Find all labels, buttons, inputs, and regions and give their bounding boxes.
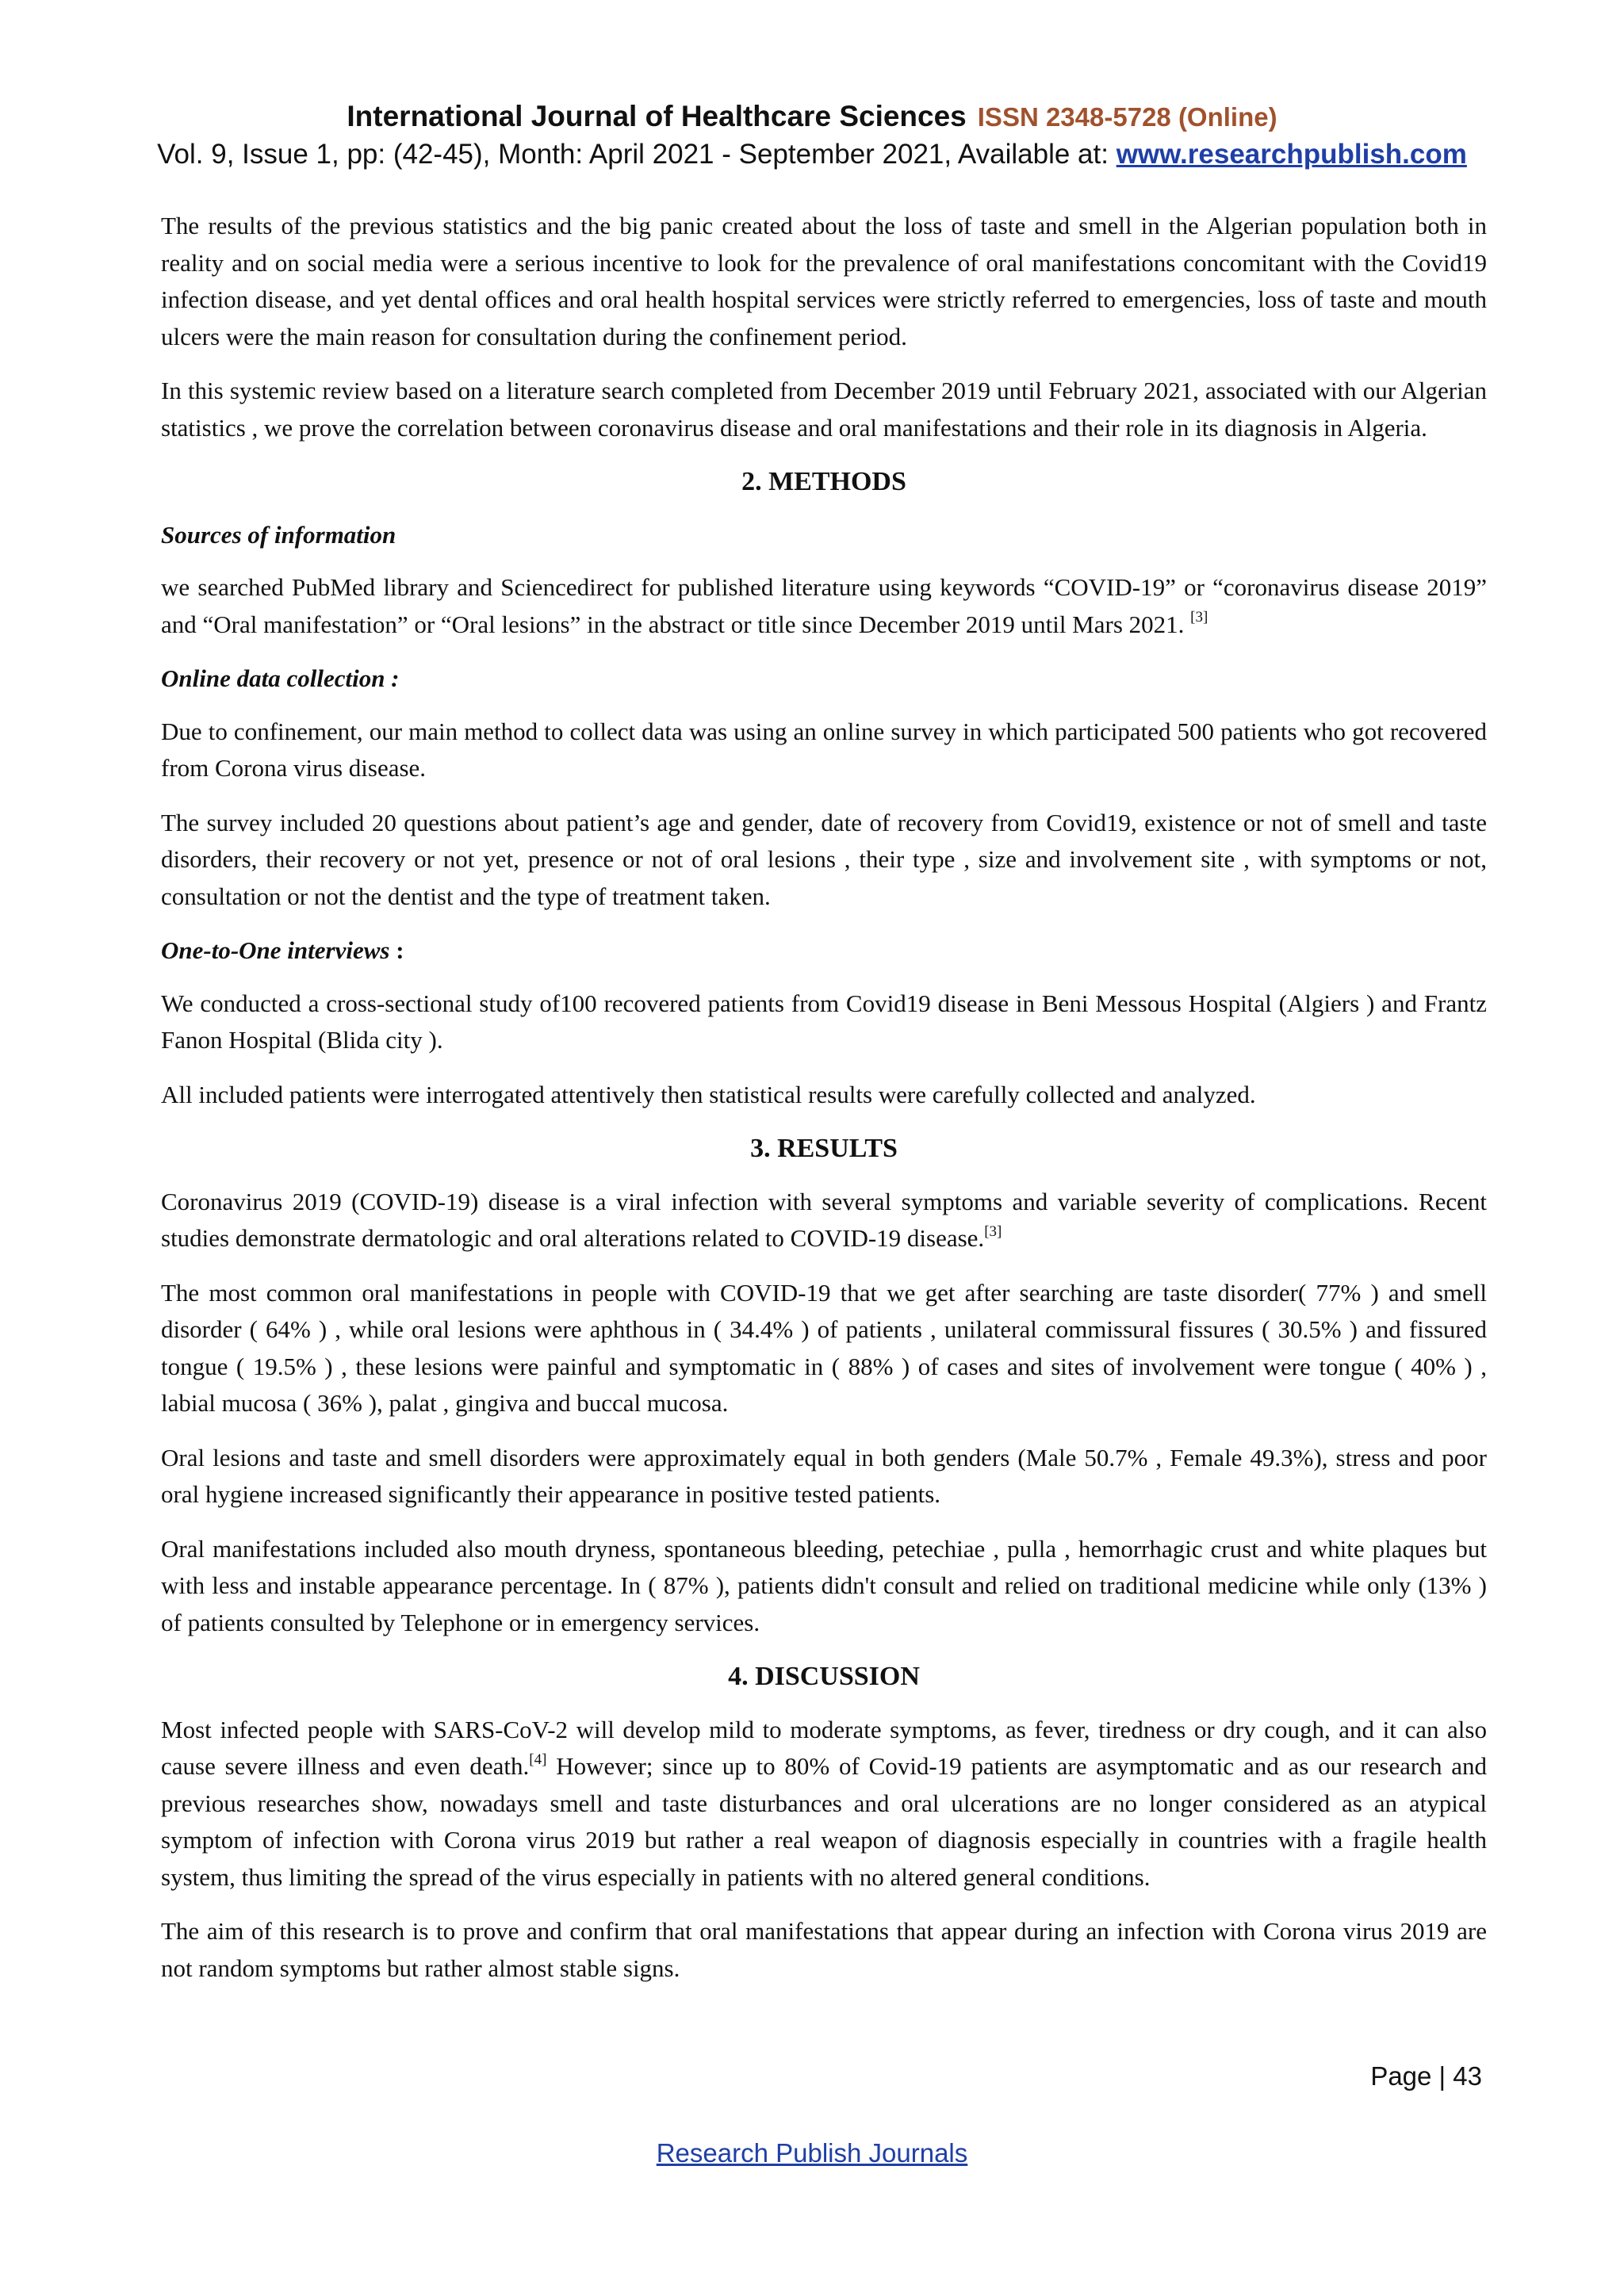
discussion-p1b: However; since up to 80% of Covid-19 patients are asymptomatic and as our research and previous researches show, nowadays smell and taste disturbances and oral ulcerations are no longer considered as an atypical symptom of infection with Corona virus 2019 but rather a real weapon of diagnosis especially in countries with a fragile health system, thus limiting the spread of the virus especially in patients with no altered general conditions. <box>161 1752 1487 1891</box>
interviews-heading-text: One-to-One interviews <box>161 936 390 964</box>
discussion-paragraph-2: The aim of this research is to prove and confirm that oral manifestations that appear during an infection with Corona virus 2019 are not random symptoms but rather almost stable signs. <box>161 1917 1487 1982</box>
online-data-subheading: Online data collection : <box>161 664 400 692</box>
results-paragraph-1 <box>161 1184 1487 1257</box>
intro-paragraph-2: In this systemic review based on a literature search completed from December 2019 until February 2021, associated with our Algerian statistics , we prove the correlation between coronavirus disease and oral manifestations and their role in its diagnosis in Algeria. <box>161 377 1487 442</box>
intro-paragraph-1: The results of the previous statistics and the big panic created about the loss of taste and smell in the Algerian population both in reality and on social media were a serious incentive to look for the prevalence of oral manifestations concomitant with the Covid19 infection disease, and yet dental offices and oral health hospital services were strictly referred to emergencies, loss of taste and mouth ulcers were the main reason for consultation during the confinement period. <box>161 212 1487 350</box>
online-paragraph-2: The survey included 20 questions about patient’s age and gender, date of recovery from Covid19, existence or not of smell and taste disorders, their recovery or not yet, presence or not of oral lesions , their type , size and involvement site , with symptoms or not, consultation or not the dentist and the type of treatment taken. <box>161 808 1487 910</box>
results-paragraph-3: Oral lesions and taste and smell disorders were approximately equal in both genders (Male 50.7% , Female 49.3%), stress and poor oral hygiene increased significantly their appearance in positive tested patients. <box>161 1443 1487 1508</box>
discussion-heading: 4. DISCUSSION <box>728 1662 920 1691</box>
issue-info <box>0 139 1624 170</box>
sources-subheading: Sources of information <box>161 520 396 549</box>
online-paragraph-1: Due to confinement, our main method to collect data was using an online survey in which participated 500 patients who got recovered from Corona virus disease. <box>161 717 1487 782</box>
citation-ref: [4] <box>529 1751 547 1768</box>
journal-website-link[interactable]: www.researchpublish.com <box>1116 139 1467 170</box>
journal-header <box>0 100 1624 133</box>
results-paragraph-2: The most common oral manifestations in people with COVID-19 that we get after searching are taste disorder( 77% ) and smell disorder ( 64% ) , while oral lesions were aphthous in ( 34.4% ) of patients , unilateral commissural fissures ( 30.5% ) and fissured tongue ( 19.5% ) , these lesions were painful and symptomatic in ( 88% ) of cases and sites of involvement were tongue ( 40% ) , labial mucosa ( 36% ), palat , gingiva and buccal mucosa. <box>161 1278 1487 1417</box>
results-heading: 3. RESULTS <box>750 1134 898 1163</box>
discussion-p1a: Most infected people with SARS-CoV-2 will develop mild to moderate symptoms, as fever, tiredness or dry cough, and it can also cause severe illness and even death. <box>161 1715 1487 1780</box>
page-number: Page | 43 <box>1370 2061 1482 2091</box>
citation-ref: [3] <box>1190 609 1208 626</box>
footer <box>0 2138 1624 2168</box>
interviews-paragraph-2: All included patients were interrogated attentively then statistical results were carefully collected and analyzed. <box>161 1080 1256 1108</box>
issue-info-text: Vol. 9, Issue 1, pp: (42-45), Month: April 2021 - September 2021, Available at: <box>157 139 1116 170</box>
sources-paragraph <box>161 569 1487 643</box>
publisher-link[interactable]: Research Publish Journals <box>656 2138 968 2168</box>
citation-ref: [3] <box>984 1223 1002 1240</box>
interviews-subheading <box>161 932 1487 970</box>
discussion-paragraph-1 <box>161 1712 1487 1896</box>
interviews-paragraph-1: We conducted a cross-sectional study of100 recovered patients from Covid19 disease in Beni Messous Hospital (Algiers ) and Frantz Fanon Hospital (Blida city ). <box>161 989 1487 1054</box>
results-paragraph-4: Oral manifestations included also mouth dryness, spontaneous bleeding, petechiae , pulla , hemorrhagic crust and white plaques but with less and instable appearance percentage. In ( 87% ), patients didn't consult and relied on traditional medicine while only (13% ) of patients consulted by Telephone or in emergency services. <box>161 1534 1487 1636</box>
journal-title: International Journal of Healthcare Sciences <box>347 100 967 132</box>
sources-text: we searched PubMed library and Sciencedirect for published literature using keywords “COVID-19” or “coronavirus disease 2019” and “Oral manifestation” or “Oral lesions” in the abstract or title since December 2019 until Mars 2021. <box>161 573 1487 638</box>
issn-label: ISSN 2348-5728 (Online) <box>977 102 1277 132</box>
results-p1-text: Coronavirus 2019 (COVID-19) disease is a viral infection with several symptoms and variable severity of complications. Recent studies demonstrate dermatologic and oral alterations related to COVID-19 disease. <box>161 1187 1487 1252</box>
article-body <box>161 208 1487 2004</box>
interviews-colon: : <box>389 936 404 964</box>
methods-heading: 2. METHODS <box>741 467 906 496</box>
